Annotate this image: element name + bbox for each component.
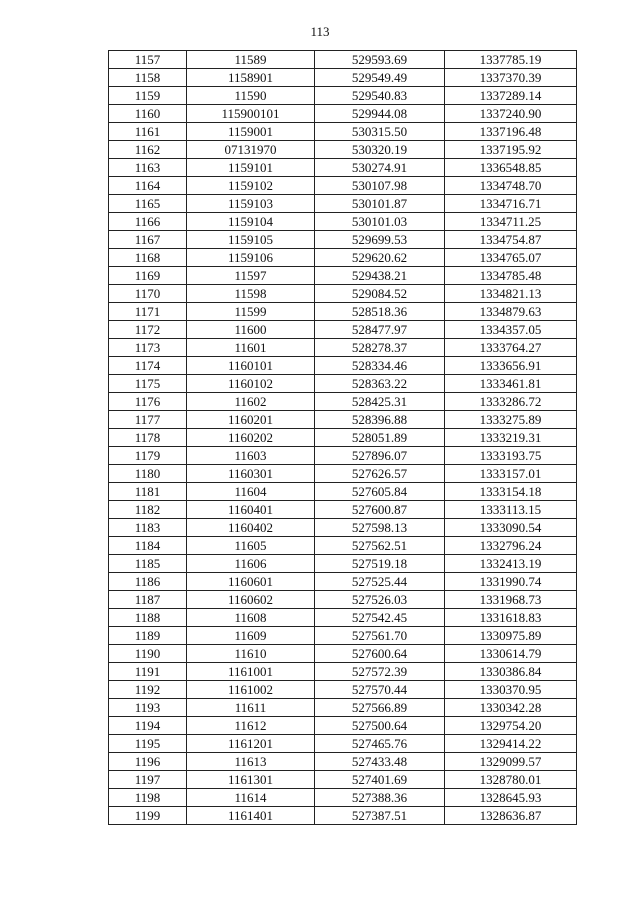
y-coordinate-cell: 1333090.54 bbox=[445, 519, 577, 537]
table-row bbox=[109, 105, 577, 123]
point-id-cell: 115900101 bbox=[187, 105, 315, 123]
point-id-cell: 1161001 bbox=[187, 663, 315, 681]
row-index-cell: 1161 bbox=[109, 123, 187, 141]
x-coordinate-cell: 529438.21 bbox=[315, 267, 445, 285]
y-coordinate-cell: 1333275.89 bbox=[445, 411, 577, 429]
x-coordinate-cell: 527387.51 bbox=[315, 807, 445, 825]
x-coordinate-cell: 529084.52 bbox=[315, 285, 445, 303]
row-index-cell: 1158 bbox=[109, 69, 187, 87]
y-coordinate-cell: 1329754.20 bbox=[445, 717, 577, 735]
x-coordinate-cell: 529944.08 bbox=[315, 105, 445, 123]
table-row bbox=[109, 141, 577, 159]
row-index-cell: 1184 bbox=[109, 537, 187, 555]
table-row bbox=[109, 645, 577, 663]
x-coordinate-cell: 527561.70 bbox=[315, 627, 445, 645]
point-id-cell: 1161401 bbox=[187, 807, 315, 825]
row-index-cell: 1190 bbox=[109, 645, 187, 663]
y-coordinate-cell: 1331968.73 bbox=[445, 591, 577, 609]
y-coordinate-cell: 1334785.48 bbox=[445, 267, 577, 285]
y-coordinate-cell: 1334748.70 bbox=[445, 177, 577, 195]
row-index-cell: 1159 bbox=[109, 87, 187, 105]
x-coordinate-cell: 528278.37 bbox=[315, 339, 445, 357]
row-index-cell: 1164 bbox=[109, 177, 187, 195]
y-coordinate-cell: 1333286.72 bbox=[445, 393, 577, 411]
table-row bbox=[109, 627, 577, 645]
y-coordinate-cell: 1334765.07 bbox=[445, 249, 577, 267]
y-coordinate-cell: 1333113.15 bbox=[445, 501, 577, 519]
x-coordinate-cell: 527525.44 bbox=[315, 573, 445, 591]
row-index-cell: 1166 bbox=[109, 213, 187, 231]
x-coordinate-cell: 527519.18 bbox=[315, 555, 445, 573]
y-coordinate-cell: 1334711.25 bbox=[445, 213, 577, 231]
row-index-cell: 1175 bbox=[109, 375, 187, 393]
point-id-cell: 11590 bbox=[187, 87, 315, 105]
point-id-cell: 11612 bbox=[187, 717, 315, 735]
point-id-cell: 1158901 bbox=[187, 69, 315, 87]
table-row bbox=[109, 87, 577, 105]
y-coordinate-cell: 1337196.48 bbox=[445, 123, 577, 141]
row-index-cell: 1187 bbox=[109, 591, 187, 609]
y-coordinate-cell: 1334821.13 bbox=[445, 285, 577, 303]
table-row bbox=[109, 411, 577, 429]
coordinates-table-body bbox=[109, 51, 577, 825]
x-coordinate-cell: 527401.69 bbox=[315, 771, 445, 789]
table-row bbox=[109, 681, 577, 699]
y-coordinate-cell: 1333157.01 bbox=[445, 465, 577, 483]
point-id-cell: 11608 bbox=[187, 609, 315, 627]
x-coordinate-cell: 527605.84 bbox=[315, 483, 445, 501]
table-row bbox=[109, 195, 577, 213]
x-coordinate-cell: 527433.48 bbox=[315, 753, 445, 771]
x-coordinate-cell: 530320.19 bbox=[315, 141, 445, 159]
table-row bbox=[109, 249, 577, 267]
point-id-cell: 1160602 bbox=[187, 591, 315, 609]
x-coordinate-cell: 528334.46 bbox=[315, 357, 445, 375]
y-coordinate-cell: 1330370.95 bbox=[445, 681, 577, 699]
row-index-cell: 1196 bbox=[109, 753, 187, 771]
row-index-cell: 1199 bbox=[109, 807, 187, 825]
x-coordinate-cell: 530315.50 bbox=[315, 123, 445, 141]
row-index-cell: 1198 bbox=[109, 789, 187, 807]
point-id-cell: 1160401 bbox=[187, 501, 315, 519]
row-index-cell: 1165 bbox=[109, 195, 187, 213]
row-index-cell: 1193 bbox=[109, 699, 187, 717]
row-index-cell: 1173 bbox=[109, 339, 187, 357]
table-row bbox=[109, 573, 577, 591]
row-index-cell: 1170 bbox=[109, 285, 187, 303]
y-coordinate-cell: 1331618.83 bbox=[445, 609, 577, 627]
x-coordinate-cell: 527500.64 bbox=[315, 717, 445, 735]
row-index-cell: 1186 bbox=[109, 573, 187, 591]
y-coordinate-cell: 1329099.57 bbox=[445, 753, 577, 771]
point-id-cell: 1160102 bbox=[187, 375, 315, 393]
row-index-cell: 1189 bbox=[109, 627, 187, 645]
point-id-cell: 11601 bbox=[187, 339, 315, 357]
row-index-cell: 1163 bbox=[109, 159, 187, 177]
point-id-cell: 11611 bbox=[187, 699, 315, 717]
x-coordinate-cell: 528518.36 bbox=[315, 303, 445, 321]
x-coordinate-cell: 527600.64 bbox=[315, 645, 445, 663]
y-coordinate-cell: 1333154.18 bbox=[445, 483, 577, 501]
y-coordinate-cell: 1334754.87 bbox=[445, 231, 577, 249]
point-id-cell: 1159104 bbox=[187, 213, 315, 231]
y-coordinate-cell: 1332413.19 bbox=[445, 555, 577, 573]
x-coordinate-cell: 527600.87 bbox=[315, 501, 445, 519]
row-index-cell: 1181 bbox=[109, 483, 187, 501]
point-id-cell: 11613 bbox=[187, 753, 315, 771]
x-coordinate-cell: 529549.49 bbox=[315, 69, 445, 87]
x-coordinate-cell: 527572.39 bbox=[315, 663, 445, 681]
table-row bbox=[109, 339, 577, 357]
y-coordinate-cell: 1328780.01 bbox=[445, 771, 577, 789]
table-row bbox=[109, 591, 577, 609]
y-coordinate-cell: 1337195.92 bbox=[445, 141, 577, 159]
x-coordinate-cell: 528425.31 bbox=[315, 393, 445, 411]
point-id-cell: 1160202 bbox=[187, 429, 315, 447]
row-index-cell: 1182 bbox=[109, 501, 187, 519]
table-row bbox=[109, 465, 577, 483]
table-row bbox=[109, 285, 577, 303]
x-coordinate-cell: 528396.88 bbox=[315, 411, 445, 429]
point-id-cell: 11598 bbox=[187, 285, 315, 303]
y-coordinate-cell: 1334879.63 bbox=[445, 303, 577, 321]
point-id-cell: 1160601 bbox=[187, 573, 315, 591]
row-index-cell: 1157 bbox=[109, 51, 187, 69]
row-index-cell: 1172 bbox=[109, 321, 187, 339]
row-index-cell: 1194 bbox=[109, 717, 187, 735]
table-row bbox=[109, 51, 577, 69]
y-coordinate-cell: 1334716.71 bbox=[445, 195, 577, 213]
x-coordinate-cell: 528477.97 bbox=[315, 321, 445, 339]
x-coordinate-cell: 528363.22 bbox=[315, 375, 445, 393]
y-coordinate-cell: 1332796.24 bbox=[445, 537, 577, 555]
table-row bbox=[109, 771, 577, 789]
point-id-cell: 11609 bbox=[187, 627, 315, 645]
y-coordinate-cell: 1331990.74 bbox=[445, 573, 577, 591]
x-coordinate-cell: 527542.45 bbox=[315, 609, 445, 627]
table-row bbox=[109, 501, 577, 519]
point-id-cell: 1159102 bbox=[187, 177, 315, 195]
point-id-cell: 1159106 bbox=[187, 249, 315, 267]
table-row bbox=[109, 177, 577, 195]
row-index-cell: 1174 bbox=[109, 357, 187, 375]
x-coordinate-cell: 530101.03 bbox=[315, 213, 445, 231]
point-id-cell: 11604 bbox=[187, 483, 315, 501]
table-row bbox=[109, 807, 577, 825]
point-id-cell: 11597 bbox=[187, 267, 315, 285]
point-id-cell: 11602 bbox=[187, 393, 315, 411]
y-coordinate-cell: 1334357.05 bbox=[445, 321, 577, 339]
row-index-cell: 1192 bbox=[109, 681, 187, 699]
x-coordinate-cell: 527566.89 bbox=[315, 699, 445, 717]
x-coordinate-cell: 527570.44 bbox=[315, 681, 445, 699]
row-index-cell: 1188 bbox=[109, 609, 187, 627]
point-id-cell: 11599 bbox=[187, 303, 315, 321]
point-id-cell: 11614 bbox=[187, 789, 315, 807]
point-id-cell: 1161002 bbox=[187, 681, 315, 699]
x-coordinate-cell: 527896.07 bbox=[315, 447, 445, 465]
x-coordinate-cell: 529699.53 bbox=[315, 231, 445, 249]
row-index-cell: 1171 bbox=[109, 303, 187, 321]
table-row bbox=[109, 375, 577, 393]
row-index-cell: 1177 bbox=[109, 411, 187, 429]
page-number: 113 bbox=[310, 24, 330, 39]
y-coordinate-cell: 1330614.79 bbox=[445, 645, 577, 663]
y-coordinate-cell: 1337785.19 bbox=[445, 51, 577, 69]
table-row bbox=[109, 519, 577, 537]
table-row bbox=[109, 393, 577, 411]
y-coordinate-cell: 1333656.91 bbox=[445, 357, 577, 375]
point-id-cell: 11600 bbox=[187, 321, 315, 339]
x-coordinate-cell: 528051.89 bbox=[315, 429, 445, 447]
row-index-cell: 1197 bbox=[109, 771, 187, 789]
x-coordinate-cell: 530101.87 bbox=[315, 195, 445, 213]
table-row bbox=[109, 483, 577, 501]
table-row bbox=[109, 231, 577, 249]
y-coordinate-cell: 1336548.85 bbox=[445, 159, 577, 177]
point-id-cell: 1160201 bbox=[187, 411, 315, 429]
coordinates-table bbox=[108, 50, 577, 825]
point-id-cell: 1159105 bbox=[187, 231, 315, 249]
x-coordinate-cell: 529620.62 bbox=[315, 249, 445, 267]
row-index-cell: 1179 bbox=[109, 447, 187, 465]
table-row bbox=[109, 429, 577, 447]
x-coordinate-cell: 529540.83 bbox=[315, 87, 445, 105]
point-id-cell: 1160101 bbox=[187, 357, 315, 375]
y-coordinate-cell: 1333193.75 bbox=[445, 447, 577, 465]
row-index-cell: 1191 bbox=[109, 663, 187, 681]
table-row bbox=[109, 663, 577, 681]
table-row bbox=[109, 357, 577, 375]
row-index-cell: 1162 bbox=[109, 141, 187, 159]
y-coordinate-cell: 1337289.14 bbox=[445, 87, 577, 105]
table-row bbox=[109, 717, 577, 735]
y-coordinate-cell: 1330975.89 bbox=[445, 627, 577, 645]
point-id-cell: 1159101 bbox=[187, 159, 315, 177]
x-coordinate-cell: 527598.13 bbox=[315, 519, 445, 537]
row-index-cell: 1180 bbox=[109, 465, 187, 483]
point-id-cell: 07131970 bbox=[187, 141, 315, 159]
point-id-cell: 1161201 bbox=[187, 735, 315, 753]
table-row bbox=[109, 555, 577, 573]
row-index-cell: 1169 bbox=[109, 267, 187, 285]
point-id-cell: 11603 bbox=[187, 447, 315, 465]
point-id-cell: 1159103 bbox=[187, 195, 315, 213]
table-row bbox=[109, 267, 577, 285]
table-row bbox=[109, 753, 577, 771]
row-index-cell: 1168 bbox=[109, 249, 187, 267]
x-coordinate-cell: 527388.36 bbox=[315, 789, 445, 807]
y-coordinate-cell: 1337240.90 bbox=[445, 105, 577, 123]
row-index-cell: 1176 bbox=[109, 393, 187, 411]
table-row bbox=[109, 321, 577, 339]
table-row bbox=[109, 789, 577, 807]
table-row bbox=[109, 159, 577, 177]
table-row bbox=[109, 69, 577, 87]
table-row bbox=[109, 699, 577, 717]
table-row bbox=[109, 213, 577, 231]
row-index-cell: 1160 bbox=[109, 105, 187, 123]
point-id-cell: 1159001 bbox=[187, 123, 315, 141]
point-id-cell: 1160301 bbox=[187, 465, 315, 483]
point-id-cell: 11589 bbox=[187, 51, 315, 69]
y-coordinate-cell: 1337370.39 bbox=[445, 69, 577, 87]
table-row bbox=[109, 537, 577, 555]
row-index-cell: 1185 bbox=[109, 555, 187, 573]
point-id-cell: 11606 bbox=[187, 555, 315, 573]
row-index-cell: 1167 bbox=[109, 231, 187, 249]
x-coordinate-cell: 530107.98 bbox=[315, 177, 445, 195]
y-coordinate-cell: 1328636.87 bbox=[445, 807, 577, 825]
row-index-cell: 1195 bbox=[109, 735, 187, 753]
y-coordinate-cell: 1330342.28 bbox=[445, 699, 577, 717]
x-coordinate-cell: 527562.51 bbox=[315, 537, 445, 555]
row-index-cell: 1178 bbox=[109, 429, 187, 447]
point-id-cell: 11610 bbox=[187, 645, 315, 663]
x-coordinate-cell: 527465.76 bbox=[315, 735, 445, 753]
point-id-cell: 1161301 bbox=[187, 771, 315, 789]
y-coordinate-cell: 1330386.84 bbox=[445, 663, 577, 681]
x-coordinate-cell: 529593.69 bbox=[315, 51, 445, 69]
y-coordinate-cell: 1333219.31 bbox=[445, 429, 577, 447]
table-row bbox=[109, 447, 577, 465]
y-coordinate-cell: 1328645.93 bbox=[445, 789, 577, 807]
table-row bbox=[109, 735, 577, 753]
point-id-cell: 1160402 bbox=[187, 519, 315, 537]
y-coordinate-cell: 1333764.27 bbox=[445, 339, 577, 357]
x-coordinate-cell: 530274.91 bbox=[315, 159, 445, 177]
table-row bbox=[109, 123, 577, 141]
y-coordinate-cell: 1333461.81 bbox=[445, 375, 577, 393]
x-coordinate-cell: 527526.03 bbox=[315, 591, 445, 609]
table-row bbox=[109, 609, 577, 627]
y-coordinate-cell: 1329414.22 bbox=[445, 735, 577, 753]
row-index-cell: 1183 bbox=[109, 519, 187, 537]
x-coordinate-cell: 527626.57 bbox=[315, 465, 445, 483]
table-row bbox=[109, 303, 577, 321]
point-id-cell: 11605 bbox=[187, 537, 315, 555]
